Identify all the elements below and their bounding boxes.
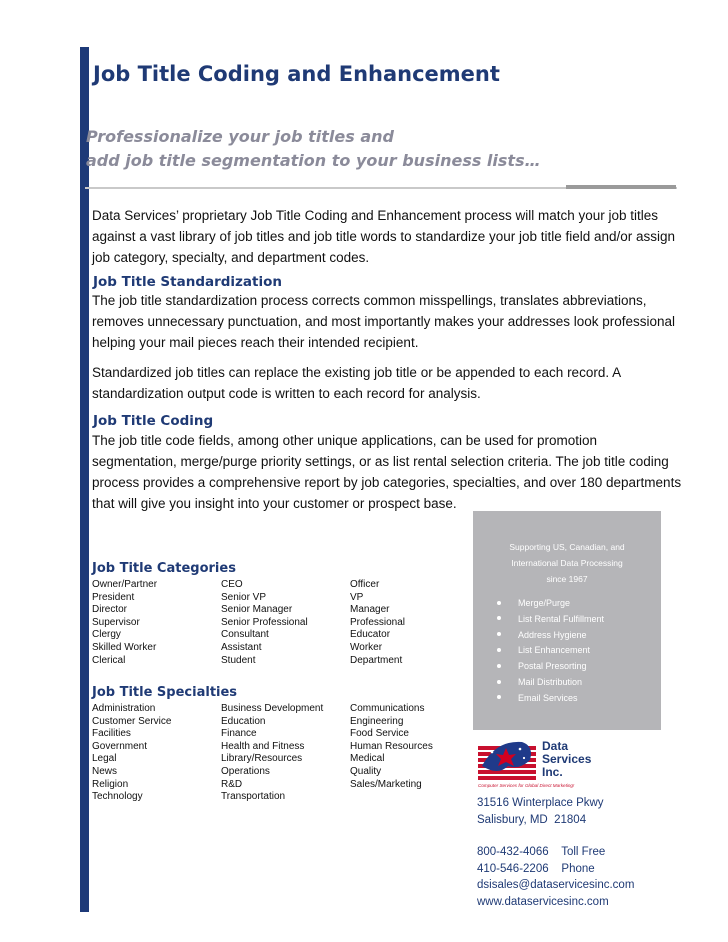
coding-paragraph xyxy=(92,430,684,514)
table-cell: Library/Resources xyxy=(221,753,303,765)
service-label: Email Services xyxy=(518,692,578,703)
table-cell: Legal xyxy=(92,753,117,765)
service-label: Merge/Purge xyxy=(518,598,571,608)
table-cell: Professional xyxy=(350,616,406,628)
categories-heading: Job Title Categories xyxy=(92,561,236,576)
table-cell: Food Service xyxy=(350,728,409,740)
service-item xyxy=(497,628,604,644)
table-cell: Medical xyxy=(350,753,385,765)
table-row xyxy=(92,779,452,792)
table-cell: Worker xyxy=(350,641,383,653)
website-link[interactable]: www.dataservicesinc.com xyxy=(477,895,609,908)
services-sidebar xyxy=(473,511,661,730)
standardization-paragraph xyxy=(92,290,684,353)
specialties-table xyxy=(92,703,452,804)
page-subtitle xyxy=(86,125,541,173)
tollfree-line: 800-432-4066 Toll Free xyxy=(477,846,606,858)
company-logo xyxy=(476,736,598,790)
table-cell: Finance xyxy=(221,728,257,740)
service-item xyxy=(497,675,604,691)
table-cell: Administration xyxy=(92,703,156,714)
coding-heading: Job Title Coding xyxy=(93,413,214,429)
table-cell: Operations xyxy=(221,765,270,777)
table-cell: Engineering xyxy=(350,715,404,727)
table-row xyxy=(92,629,452,642)
subtitle-line-2: add job title segmentation to your business lists… xyxy=(86,151,541,170)
logo-line-1: Data xyxy=(542,739,569,753)
bullet-icon xyxy=(497,632,501,636)
service-label: Postal Presorting xyxy=(518,661,587,672)
table-cell: Manager xyxy=(350,604,390,616)
logo-tagline: Computer Services for Global Direct Marketing! xyxy=(478,783,575,788)
bullet-icon xyxy=(497,695,501,699)
left-accent-bar xyxy=(80,47,89,912)
table-cell: Health and Fitness xyxy=(221,740,305,752)
table-cell: Department xyxy=(350,654,403,666)
table-cell: Sales/Marketing xyxy=(350,778,422,790)
service-label: List Enhancement xyxy=(518,645,591,656)
table-cell: Skilled Worker xyxy=(92,641,157,653)
contact-block xyxy=(477,795,634,910)
table-cell: Assistant xyxy=(221,641,262,653)
email-link[interactable]: dsisales@dataservicesinc.com xyxy=(477,879,635,891)
table-row xyxy=(92,791,452,804)
table-row xyxy=(92,642,452,655)
service-item xyxy=(497,691,604,707)
table-row xyxy=(92,604,452,617)
address-line-1: 31516 Winterplace Pkwy xyxy=(477,797,604,809)
flag-graphic xyxy=(478,742,536,780)
table-row xyxy=(92,728,452,741)
categories-table xyxy=(92,579,452,667)
support-line-2: International Data Processing xyxy=(511,558,623,568)
service-item xyxy=(497,643,604,659)
table-cell: CEO xyxy=(221,579,243,590)
table-cell: Owner/Partner xyxy=(92,579,158,590)
table-row xyxy=(92,766,452,779)
table-cell: Clerical xyxy=(92,654,126,666)
table-row xyxy=(92,617,452,630)
bullet-icon xyxy=(497,664,501,668)
divider-accent xyxy=(566,185,676,189)
coding-text: The job title code fields, among other unique applications, can be used for promotion segmentation, merge/purge priority settings, or as list rental selection criteria. The job title coding process provides a comprehensive report by job categories, specialties, and over 180 departments that will give you insight into your customer or prospect base. xyxy=(92,433,682,511)
table-cell: Business Development xyxy=(221,703,324,714)
table-cell: Senior Professional xyxy=(221,616,308,628)
intro-text: Data Services’ proprietary Job Title Coding and Enhancement process will match your job titles against a vast library of job titles and job title words to standardize your job title field and/or assign job category, specialty, and department codes. xyxy=(92,208,676,265)
standardization-heading: Job Title Standardization xyxy=(93,274,282,290)
table-cell: Officer xyxy=(350,579,380,590)
standardization-text-1: The job title standardization process corrects common misspellings, translates abbreviations, removes unnecessary punctuation, and most importantly makes your addresses look professional helping your mail pieces reach their intended recipient. xyxy=(92,293,676,350)
table-cell: Educator xyxy=(350,629,391,641)
table-cell: Senior Manager xyxy=(221,604,293,616)
address-line-2: Salisbury, MD 21804 xyxy=(477,813,587,826)
table-cell: Consultant xyxy=(221,629,269,641)
table-cell: Religion xyxy=(92,778,129,790)
table-row xyxy=(92,592,452,605)
service-label: Address Hygiene xyxy=(518,629,587,640)
bullet-icon xyxy=(497,616,501,620)
support-line-3: since 1967 xyxy=(546,574,588,584)
service-label: List Rental Fulfillment xyxy=(518,613,605,624)
service-item xyxy=(497,596,604,612)
specialties-heading: Job Title Specialties xyxy=(92,685,238,700)
bullet-icon xyxy=(497,648,501,652)
table-row xyxy=(92,716,452,729)
table-cell: Facilities xyxy=(92,728,131,740)
table-cell: Quality xyxy=(350,765,382,777)
table-cell: Government xyxy=(92,740,148,752)
table-cell: Technology xyxy=(92,791,143,803)
table-row xyxy=(92,753,452,766)
table-cell: Clergy xyxy=(92,629,121,641)
table-cell xyxy=(350,791,450,804)
table-cell: Student xyxy=(221,654,256,666)
support-text xyxy=(473,539,661,587)
standardization-text-2: Standardized job titles can replace the existing job title or be appended to each record. A standardization output code is written to each record for analysis. xyxy=(92,365,621,401)
logo-line-2: Services xyxy=(542,752,592,766)
service-item xyxy=(497,659,604,675)
table-cell: President xyxy=(92,591,135,603)
bullet-icon xyxy=(497,601,501,605)
table-cell: R&D xyxy=(221,778,243,790)
service-label: Mail Distribution xyxy=(518,676,583,687)
table-cell: Customer Service xyxy=(92,715,172,727)
standardization-paragraph-2 xyxy=(92,362,684,404)
table-cell: Director xyxy=(92,604,128,616)
page-title: Job Title Coding and Enhancement xyxy=(93,62,500,86)
table-cell: Senior VP xyxy=(221,591,267,603)
contact-spacer xyxy=(477,828,634,844)
table-row xyxy=(92,703,452,716)
subtitle-line-1: Professionalize your job titles and xyxy=(86,127,394,146)
support-line-1: Supporting US, Canadian, and xyxy=(509,542,625,552)
table-cell: News xyxy=(92,765,118,777)
table-cell: Human Resources xyxy=(350,740,433,752)
table-cell: Transportation xyxy=(221,791,286,803)
bullet-icon xyxy=(497,680,501,684)
table-row xyxy=(92,579,452,592)
table-row xyxy=(92,655,452,668)
intro-paragraph xyxy=(92,205,684,268)
table-cell: Supervisor xyxy=(92,616,140,628)
phone-line: 410-546-2206 Phone xyxy=(477,862,595,875)
logo-line-3: Inc. xyxy=(542,765,563,779)
table-cell: Education xyxy=(221,715,266,727)
services-list xyxy=(497,596,604,707)
table-cell: Communications xyxy=(350,703,425,714)
service-item xyxy=(497,612,604,628)
table-cell: VP xyxy=(350,591,364,603)
table-row xyxy=(92,741,452,754)
